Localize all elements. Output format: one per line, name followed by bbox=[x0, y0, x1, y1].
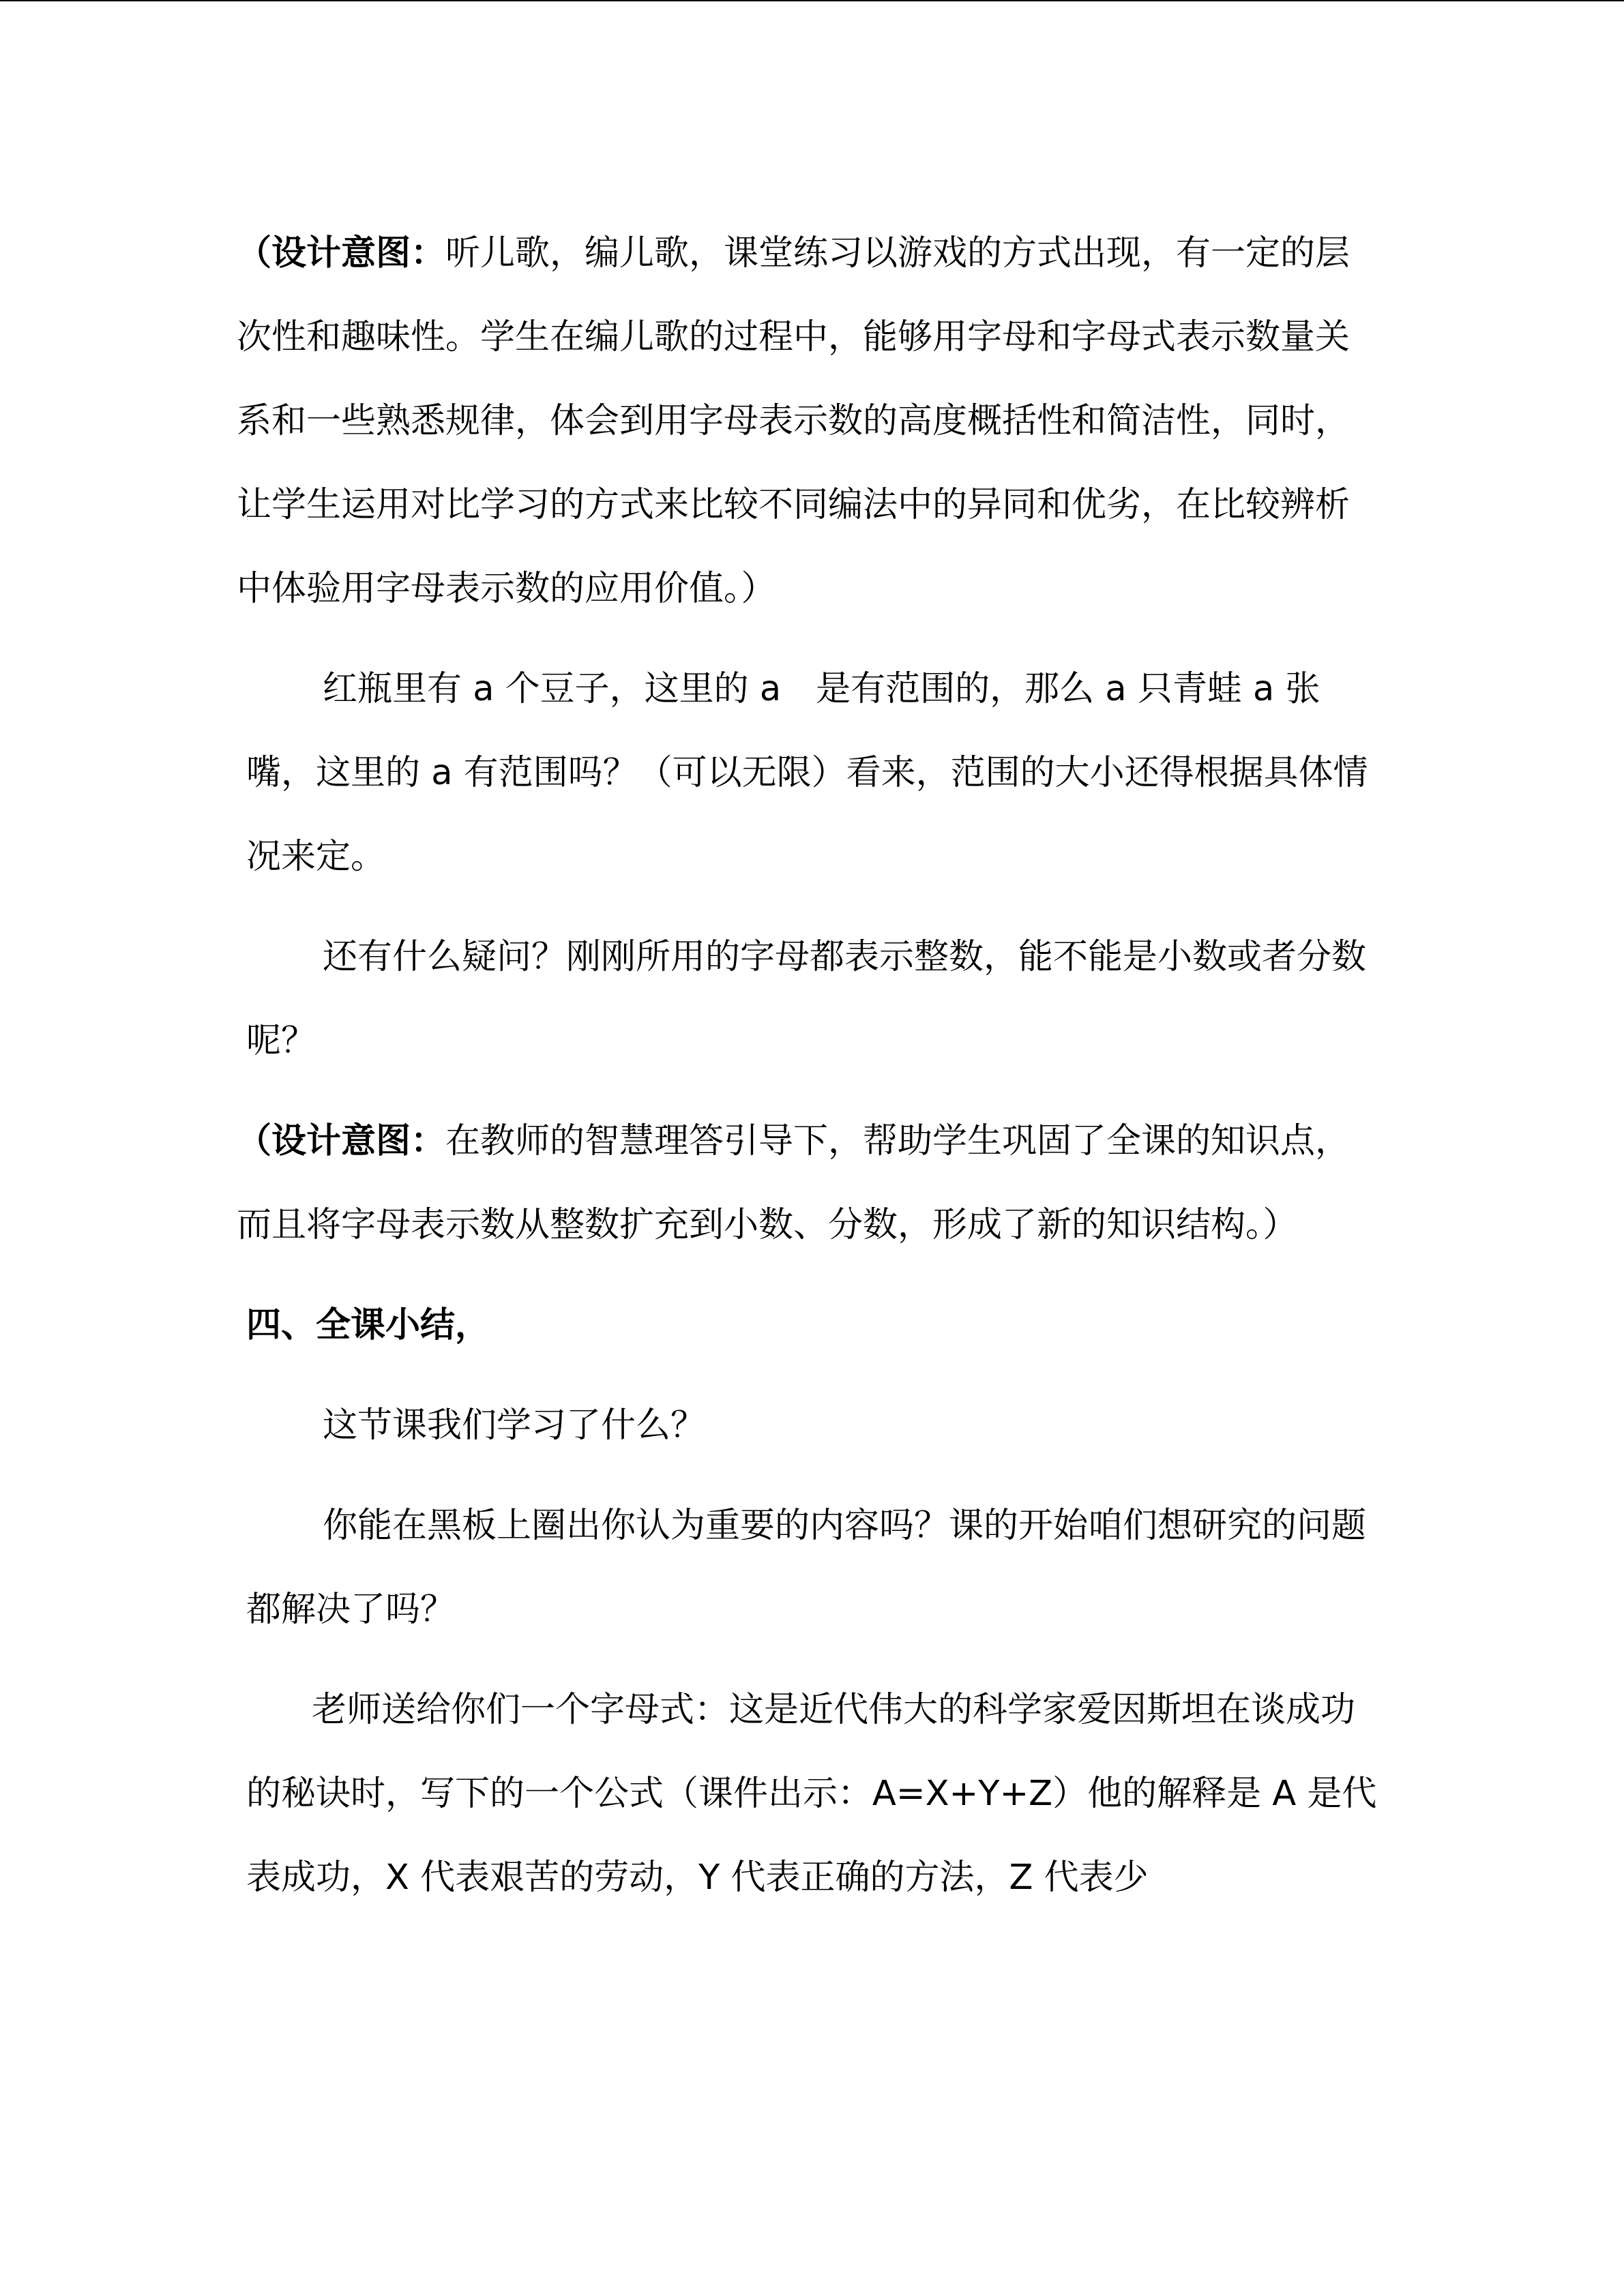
paragraph-range-of-a: 红瓶里有 a 个豆子，这里的 a 是有范围的，那么 a 只青蛙 a 张嘴，这里的 a 有范围吗？（可以无限）看来，范围的大小还得根据具体情况来定。 bbox=[246, 669, 1368, 877]
section-heading: 四、全课小结， bbox=[246, 1305, 490, 1345]
paragraph-summary-question: 这节课我们学习了什么？ bbox=[323, 1405, 706, 1446]
design-intent-paragraph-1 bbox=[237, 211, 1378, 631]
paragraph-einstein-formula: 老师送给你们一个字母式：这是近代伟大的科学家爱因斯坦在谈成功的秘诀时，写下的一个公式（课件出示：A=X+Y+Z）他的解释是 A 是代表成功，X 代表艰苦的劳动，Y 代表正确的方法，Z 代表少 bbox=[246, 1690, 1377, 1898]
design-intent-label: （设计意图： bbox=[237, 233, 446, 273]
paragraph-question: 还有什么疑问？刚刚所用的字母都表示整数，能不能是小数或者分数呢？ bbox=[246, 937, 1367, 1061]
paragraph-blackboard: 你能在黑板上圈出你认为重要的内容吗？课的开始咱们想研究的问题都解决了吗？ bbox=[246, 1506, 1367, 1630]
design-intent-text: 在教师的智慧理答引导下，帮助学生巩固了全课的知识点，而且将字母表示数从整数扩充到小数、分数，形成了新的知识结构。） bbox=[237, 1121, 1350, 1245]
document-body bbox=[237, 211, 1378, 1936]
design-intent-label: （设计意图： bbox=[237, 1121, 446, 1161]
design-intent-text: 听儿歌，编儿歌，课堂练习以游戏的方式出现，有一定的层次性和趣味性。学生在编儿歌的过程中，能够用字母和字母式表示数量关系和一些熟悉规律，体会到用字母表示数的高度概括性和简洁性，同时，让学生运用对比学习的方式来比较不同编法中的异同和优劣，在比较辨析中体验用字母表示数的应用价值。） bbox=[237, 233, 1350, 609]
design-intent-paragraph-2 bbox=[237, 1099, 1378, 1267]
